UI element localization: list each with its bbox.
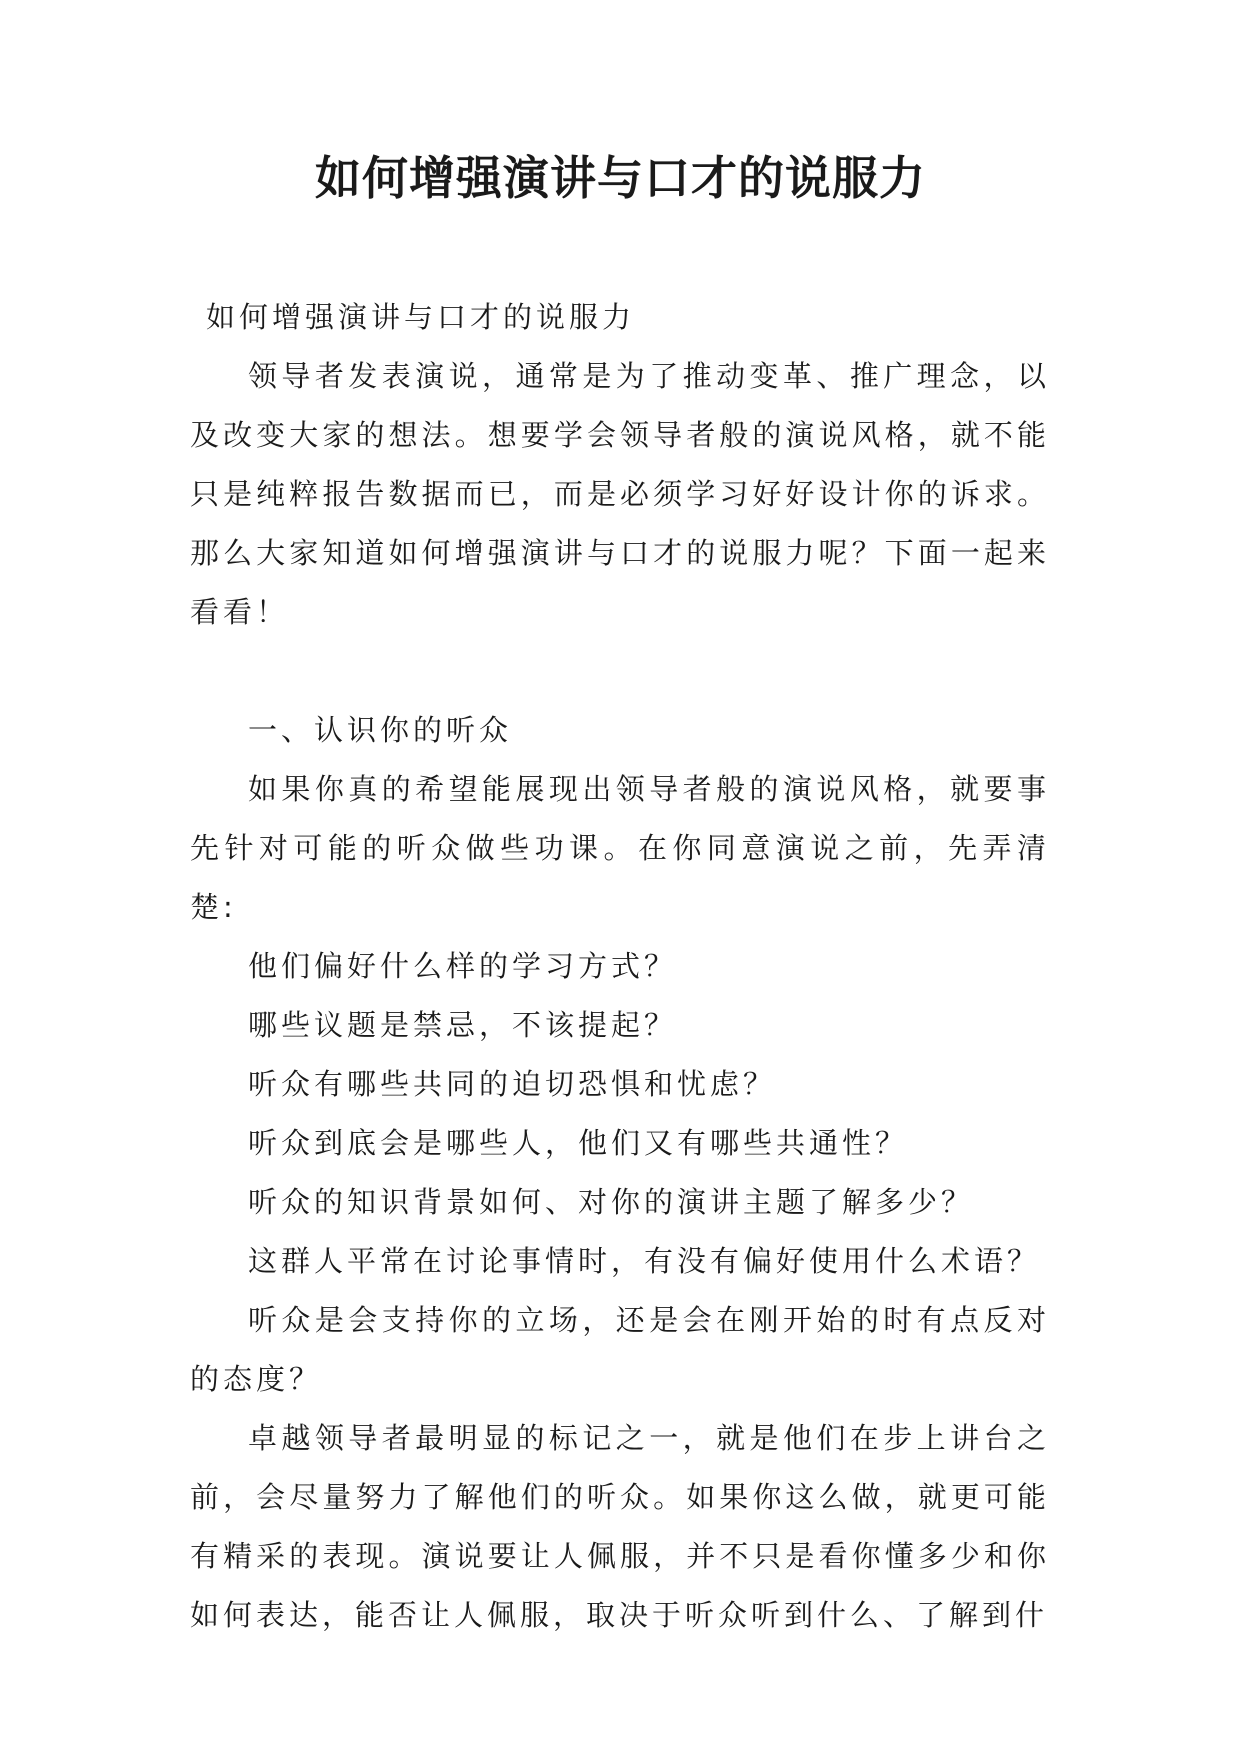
document-subtitle: 如何增强演讲与口才的说服力 [206, 300, 636, 334]
document-title: 如何增强演讲与口才的说服力 [315, 151, 926, 205]
document-body [190, 288, 1050, 1645]
question-item: 听众的知识背景如何、对你的演讲主题了解多少？ [248, 1185, 975, 1219]
question-item: 听众有哪些共同的迫切恐惧和忧虑？ [248, 1067, 777, 1101]
section-heading: 一、认识你的听众 [248, 713, 513, 747]
question-item: 听众是会支持你的立场，还是会在刚开始的时有点反对的态度？ [190, 1303, 1050, 1396]
question-item: 听众到底会是哪些人，他们又有哪些共通性？ [248, 1126, 909, 1160]
closing-paragraph: 卓越领导者最明显的标记之一，就是他们在步上讲台之前，会尽量努力了解他们的听众。如果你这么做，就更可能有精采的表现。演说要让人佩服，并不只是看你懂多少和你如何表达，能否让人佩服，取决于听众听到什么、了解到什 [190, 1421, 1050, 1632]
question-item: 他们偏好什么样的学习方式？ [248, 949, 678, 983]
section-intro-paragraph: 如果你真的希望能展现出领导者般的演说风格，就要事先针对可能的听众做些功课。在你同意演说之前，先弄清楚: [190, 772, 1050, 924]
intro-paragraph: 领导者发表演说，通常是为了推动变革、推广理念，以及改变大家的想法。想要学会领导者般的演说风格，就不能只是纯粹报告数据而已，而是必须学习好好设计你的诉求。那么大家知道如何增强演讲与口才的说服力呢？下面一起来看看！ [190, 359, 1050, 629]
paragraph-spacer [190, 642, 1050, 701]
question-item: 哪些议题是禁忌，不该提起？ [248, 1008, 678, 1042]
question-item: 这群人平常在讨论事情时，有没有偏好使用什么术语？ [248, 1244, 1041, 1278]
